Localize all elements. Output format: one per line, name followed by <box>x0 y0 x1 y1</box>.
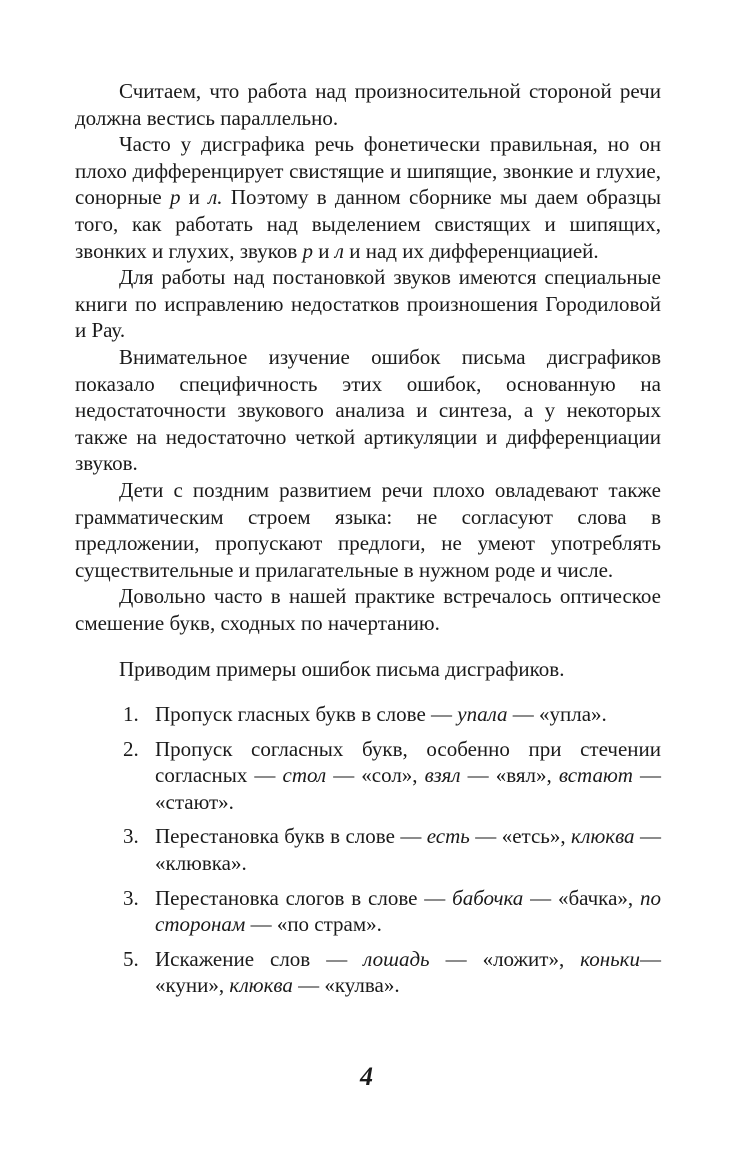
list-item-number: 3. <box>123 824 139 849</box>
italic-term: бабочка <box>452 885 524 910</box>
list-item <box>75 946 661 999</box>
italic-term: л <box>334 238 344 263</box>
paragraph <box>75 477 661 583</box>
paragraphs <box>75 78 661 636</box>
list-item <box>75 885 661 938</box>
list-item-number: 1. <box>123 702 139 727</box>
text-run: Перестановка слогов в слове — <box>155 885 453 910</box>
text-run: — «вял», <box>460 763 559 788</box>
text-run: Поэтому в данном сборнике мы даем образцы того, как работать над выделением свистящих и шипящих, звонких и глухих, звуков <box>75 185 661 263</box>
text-run: и <box>313 238 335 263</box>
text-run: Считаем, что работа над произносительной стороной речи должна вестись параллельно. <box>75 79 661 130</box>
list-item <box>75 736 661 816</box>
text-run: Часто у дисграфика речь фонетически правильная, но он плохо дифференцирует свистящие и шипящие, звонкие и глухие, сонорные <box>75 132 661 210</box>
italic-term: встают <box>558 763 633 788</box>
text-run: — «кулва». <box>292 973 400 998</box>
text-run: — «стают». <box>155 763 661 814</box>
italic-term: р <box>302 238 314 263</box>
paragraph <box>75 344 661 477</box>
text-run: Дети с поздним развитием речи плохо овладевают также грамматическим строем языка: не согласуют слова в предложении, пропускают предлоги, не умеют употреблять существительные и прилагательные в нужном роде и числе. <box>75 477 661 582</box>
lead-line: Приводим примеры ошибок письма дисграфиков. <box>119 657 565 682</box>
italic-term: лошадь <box>363 946 430 971</box>
list-item <box>75 823 661 876</box>
italic-term: коньки <box>580 946 640 971</box>
paragraph <box>75 264 661 344</box>
italic-term: л. <box>208 185 223 210</box>
italic-term: клюква <box>229 973 293 998</box>
text-run: Искажение слов — <box>155 946 364 971</box>
list-item-number: 2. <box>123 736 139 761</box>
text-run: и над их дифференциацией. <box>343 238 599 263</box>
text-run: — «клювка». <box>155 824 661 876</box>
paragraph <box>75 583 661 636</box>
italic-term: стол <box>282 763 327 788</box>
text-run: — «ложит», <box>429 946 581 971</box>
text-run: Пропуск согласных букв, особенно при стечении согласных — <box>155 736 661 788</box>
italic-term: упала <box>457 702 508 727</box>
italic-term: клюква <box>571 824 635 849</box>
italic-term: по сторонам <box>155 885 661 937</box>
text-run: — «куни», <box>155 946 661 998</box>
text-run: Довольно часто в нашей практике встречалось оптическое смешение букв, сходных по начертанию. <box>75 584 661 635</box>
text-run: — «бачка», <box>523 885 640 910</box>
text-run: Перестановка букв в слове — <box>155 824 427 849</box>
text-run: Для работы над постановкой звуков имеются специальные книги по исправлению недостатков произношения Городиловой и Рау. <box>75 265 661 343</box>
page-number: 4 <box>360 1062 373 1091</box>
text-run: — «упла». <box>507 702 607 727</box>
list-item-number: 3. <box>123 885 139 910</box>
italic-term: взял <box>424 763 461 788</box>
error-examples-list <box>75 701 661 999</box>
text-run: — «по страм». <box>245 912 382 937</box>
list-item <box>75 701 661 728</box>
text-run: Внимательное изучение ошибок письма дисграфиков показало специфичность этих ошибок, основанную на недостаточности звукового анализа и синтеза, а у некоторых также на недостаточно четкой артикуляции и дифференциации звуков. <box>75 344 661 476</box>
text-run: Пропуск гласных букв в слове — <box>155 702 458 727</box>
paragraph <box>75 131 661 264</box>
list-item-number: 5. <box>123 946 139 971</box>
text-run: — «етсь», <box>469 824 572 849</box>
page-body <box>75 78 661 1007</box>
text-run: — «сол», <box>326 763 425 788</box>
paragraph <box>75 78 661 131</box>
text-run: и <box>180 185 209 210</box>
italic-term: есть <box>426 824 470 849</box>
italic-term: р <box>169 185 181 210</box>
